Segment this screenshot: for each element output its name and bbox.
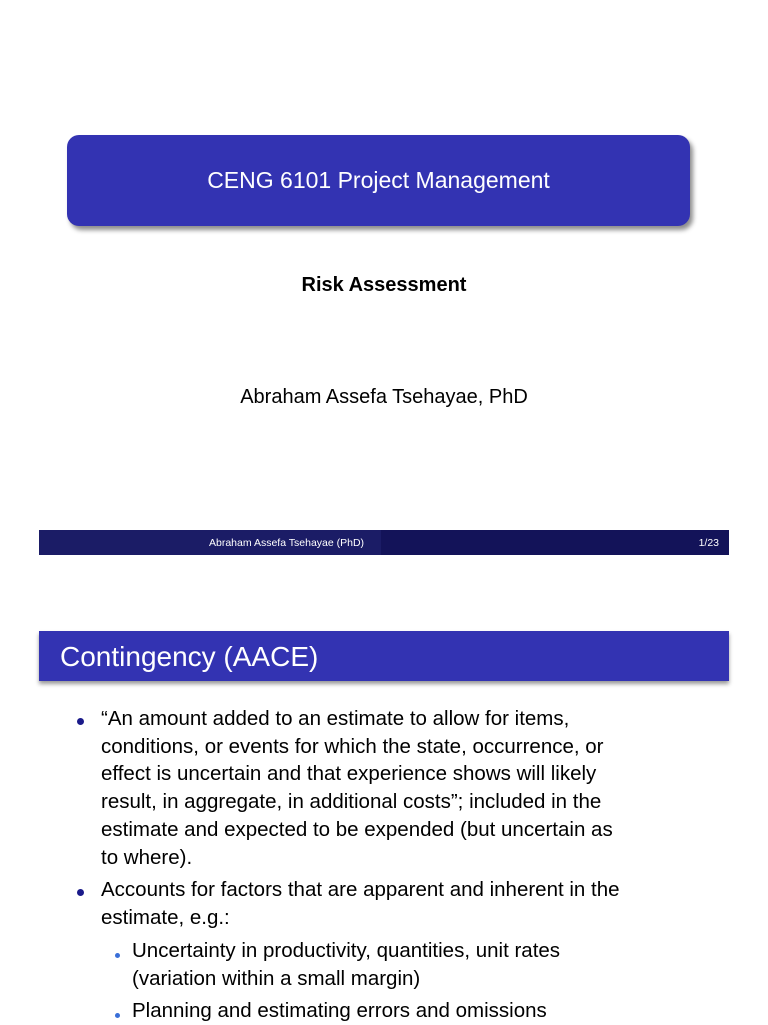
sub-list-item-line: Uncertainty in productivity, quantities, unit rates <box>132 939 561 962</box>
list-item <box>101 705 613 871</box>
sub-list-item-line: Planning and estimating errors and omissions <box>132 999 547 1022</box>
sub-list-item <box>132 997 547 1025</box>
list-item-line: to where). <box>101 845 193 869</box>
list-item-line: Accounts for factors that are apparent and inherent in the <box>101 878 620 901</box>
slide-author: Abraham Assefa Tsehayae, PhD <box>240 386 528 408</box>
list-item-line: conditions, or events for which the state, occurrence, or <box>101 734 604 758</box>
list-item-line: “An amount added to an estimate to allow for items, <box>101 707 570 730</box>
list-item-line: estimate and expected to be expended (but uncertain as <box>101 817 613 841</box>
frame-title: Contingency (AACE) <box>60 641 319 672</box>
list-item-line: effect is uncertain and that experience shows will likely <box>101 762 597 786</box>
sub-bullet-icon <box>115 953 120 958</box>
sub-list-item-line: (variation within a small margin) <box>132 966 421 990</box>
bullet-icon <box>77 718 84 725</box>
list-item-line: estimate, e.g.: <box>101 905 230 929</box>
list-item <box>101 876 620 931</box>
bullet-icon <box>77 889 84 896</box>
slide-subtitle: Risk Assessment <box>301 274 467 296</box>
list-item-line: result, in aggregate, in additional costs”; included in the <box>101 790 602 814</box>
footer-author-name: Abraham Assefa Tsehayae (PhD) <box>209 537 365 549</box>
sub-bullet-icon <box>115 1013 120 1018</box>
sub-list-item <box>132 937 560 992</box>
footer-page-number: 1/23 <box>698 537 719 549</box>
slide-title: CENG 6101 Project Management <box>207 167 550 193</box>
